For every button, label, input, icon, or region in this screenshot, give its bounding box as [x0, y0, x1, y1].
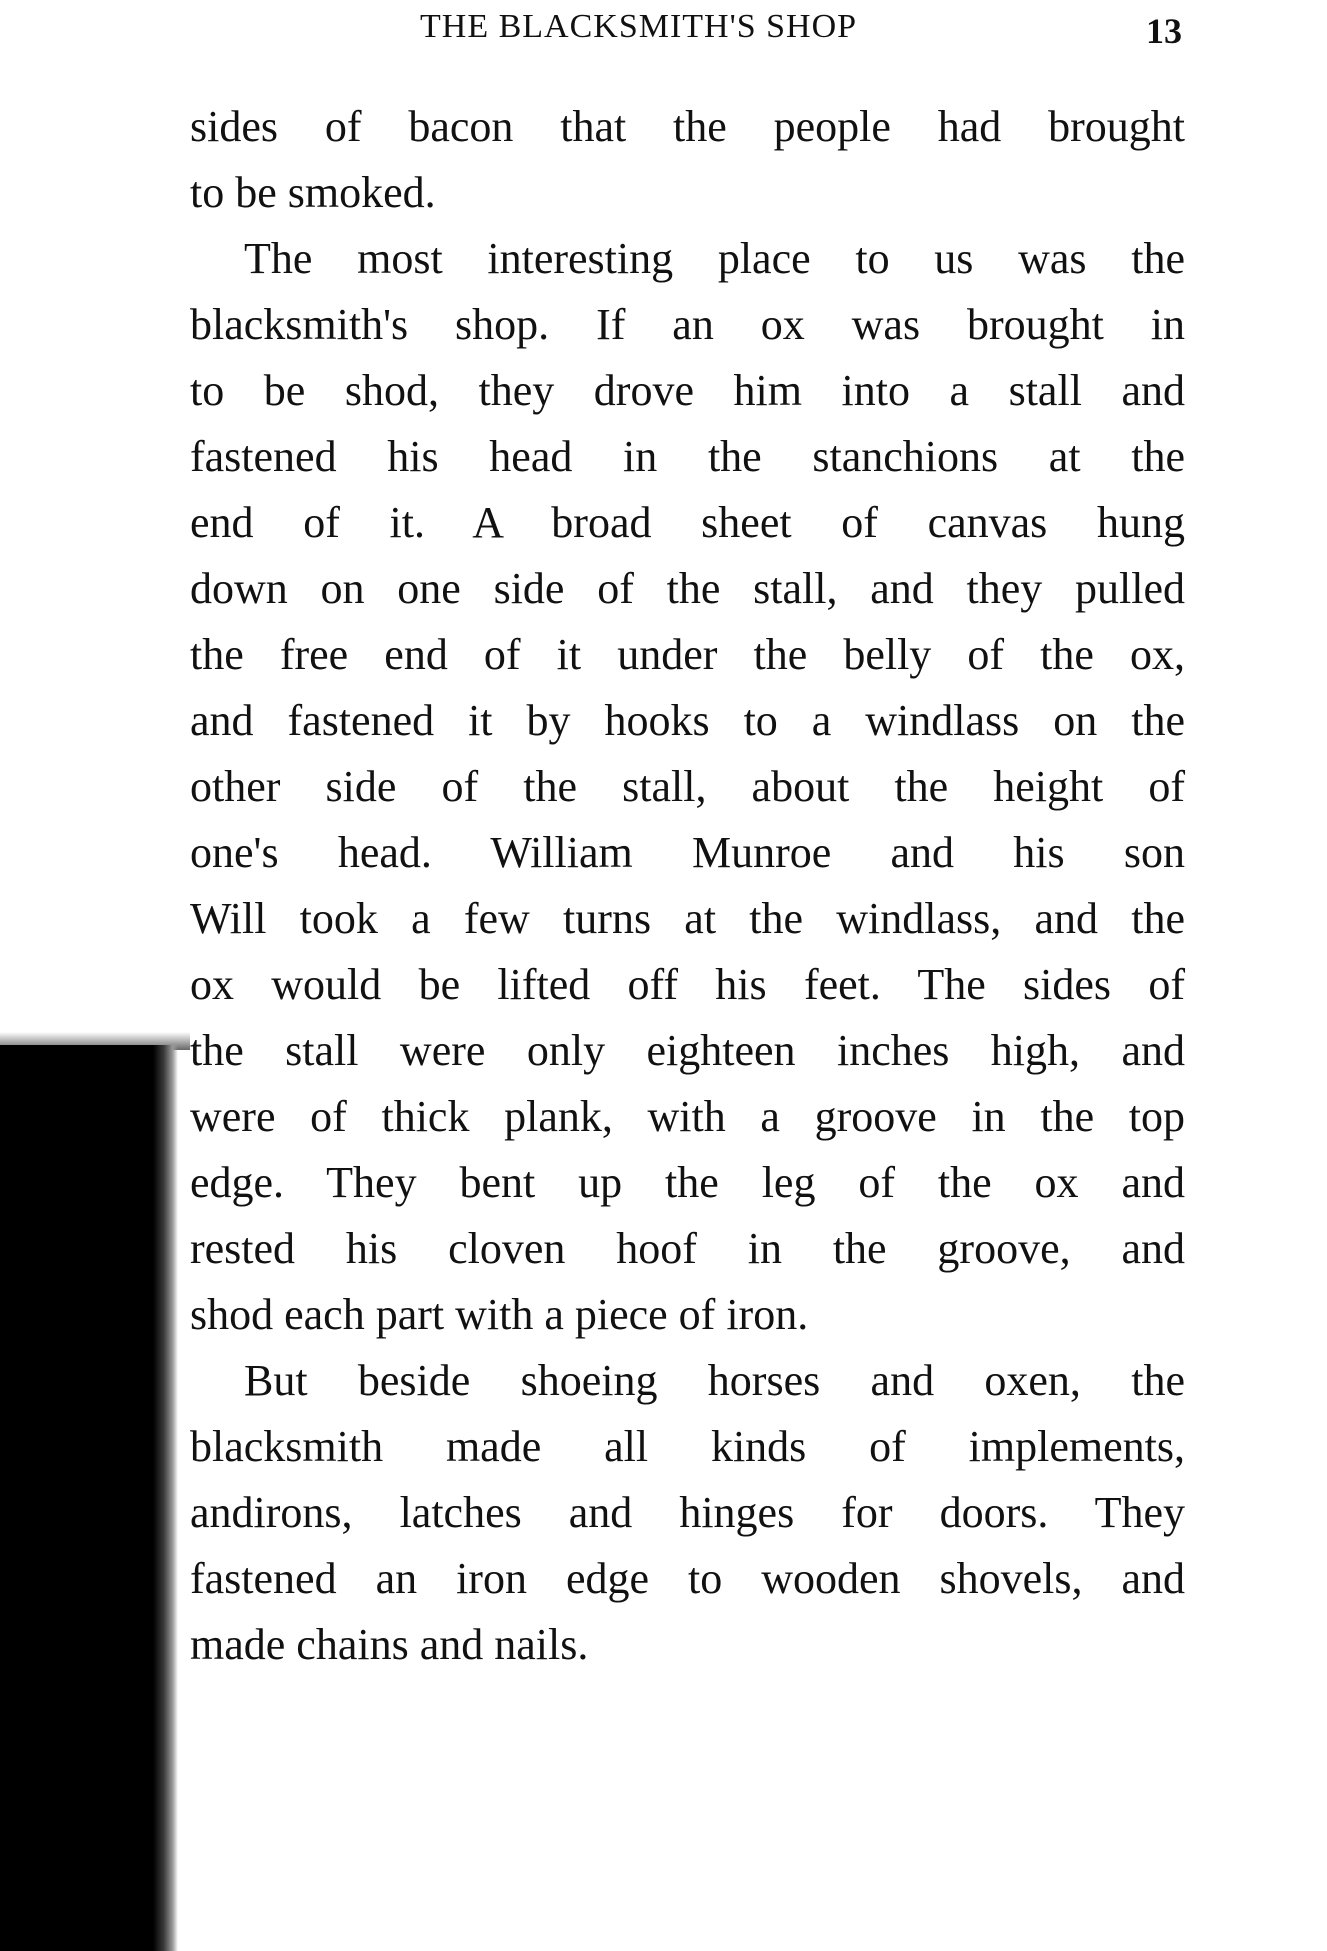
- text-line: rested his cloven hoof in the groove, and: [190, 1224, 1185, 1273]
- text-line: end of it. A broad sheet of canvas hung: [190, 498, 1185, 547]
- text-line: to be shod, they drove him into a stall and: [190, 366, 1185, 415]
- running-head: THE BLACKSMITH'S SHOP: [420, 8, 858, 45]
- text-line: other side of the stall, about the height of: [190, 762, 1185, 811]
- body-text: [190, 94, 1185, 1678]
- text-line: ox would be lifted off his feet. The sides of: [190, 960, 1185, 1009]
- text-line: the free end of it under the belly of the ox,: [190, 630, 1185, 679]
- text-line: down on one side of the stall, and they pulled: [190, 564, 1185, 613]
- text-line: shod each part with a piece of iron.: [190, 1290, 809, 1339]
- text-line: sides of bacon that the people had brought: [190, 102, 1185, 151]
- text-line: But beside shoeing horses and oxen, the: [244, 1356, 1185, 1405]
- text-line: blacksmith made all kinds of implements,: [190, 1422, 1185, 1471]
- text-line: and fastened it by hooks to a windlass on the: [190, 696, 1185, 745]
- text-line: andirons, latches and hinges for doors. They: [190, 1488, 1185, 1537]
- page-number: 13: [1146, 11, 1182, 51]
- text-line: fastened an iron edge to wooden shovels, and: [190, 1554, 1185, 1603]
- text-line: edge. They bent up the leg of the ox and: [190, 1158, 1185, 1207]
- text-line: blacksmith's shop. If an ox was brought in: [190, 300, 1185, 349]
- text-line: the stall were only eighteen inches high, and: [190, 1026, 1185, 1075]
- scan-shadow: [0, 1045, 178, 1951]
- text-line: made chains and nails.: [190, 1620, 589, 1669]
- page-header: [0, 6, 1327, 52]
- text-line: fastened his head in the stanchions at the: [190, 432, 1185, 481]
- text-line: Will took a few turns at the windlass, and the: [190, 894, 1185, 943]
- text-line: one's head. William Munroe and his son: [190, 828, 1185, 877]
- text-line: to be smoked.: [190, 168, 436, 217]
- text-line: were of thick plank, with a groove in the top: [190, 1092, 1185, 1141]
- text-line: The most interesting place to us was the: [244, 234, 1185, 283]
